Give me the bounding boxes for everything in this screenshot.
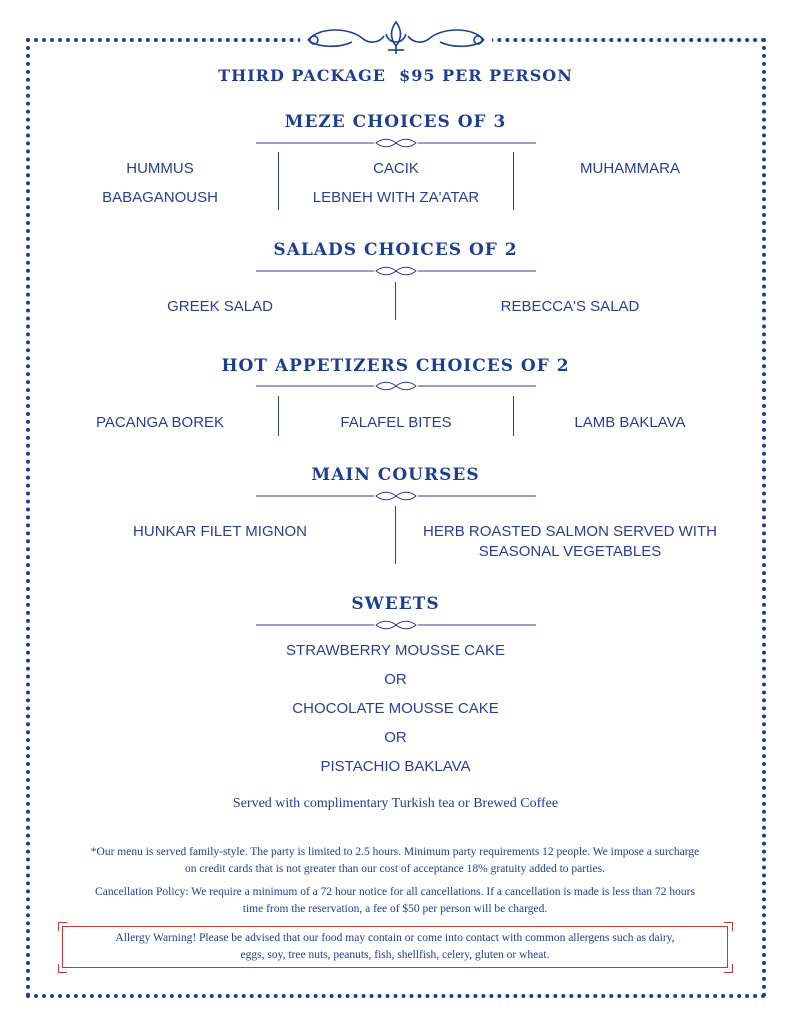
heading-divider <box>256 620 536 630</box>
hot-item-falafel-bites: FALAFEL BITES <box>340 414 452 431</box>
salads-heading: SALADS CHOICES OF 2 <box>273 240 518 260</box>
allergy-box-corner <box>724 922 733 931</box>
column-divider <box>395 282 396 320</box>
hot-appetizers-heading: HOT APPETIZERS CHOICES OF 2 <box>221 356 570 376</box>
allergy-box-corner <box>58 922 67 931</box>
sweet-or: OR <box>384 729 407 746</box>
column-divider <box>395 506 396 564</box>
main-item-salmon-line2: SEASONAL VEGETABLES <box>478 543 662 560</box>
package-title: THIRD PACKAGE $95 PER PERSON <box>218 66 573 85</box>
meze-item-babaganoush: BABAGANOUSH <box>102 189 218 206</box>
meze-item-muhammara: MUHAMMARA <box>580 160 680 177</box>
heading-divider <box>256 138 536 148</box>
allergy-warning-box <box>62 926 728 968</box>
allergy-warning-line2: eggs, soy, tree nuts, peanuts, fish, shellfish, celery, gluten or wheat. <box>240 949 550 961</box>
sweet-item-pistachio-baklava: PISTACHIO BAKLAVA <box>320 758 471 775</box>
allergy-warning-line1: Allergy Warning! Please be advised that our food may contain or come into contact with common allergens such as dairy, <box>115 932 675 944</box>
meze-item-cacik: CACIK <box>373 160 419 177</box>
sweet-item-chocolate: CHOCOLATE MOUSSE CAKE <box>292 700 499 717</box>
family-style-note-line1: *Our menu is served family-style. The party is limited to 2.5 hours. Minimum party requirements 12 people. We impose a surcharge <box>90 846 700 858</box>
cancellation-policy-line1: Cancellation Policy: We require a minimum of a 72 hour notice for all cancellations. If a cancellation is made is less than 72 hours <box>95 886 695 898</box>
sweet-item-strawberry: STRAWBERRY MOUSSE CAKE <box>286 642 505 659</box>
served-with-note: Served with complimentary Turkish tea or Brewed Coffee <box>232 796 559 811</box>
salad-item-greek: GREEK SALAD <box>167 298 273 315</box>
hot-item-lamb-baklava: LAMB BAKLAVA <box>574 414 686 431</box>
allergy-box-corner <box>58 964 67 973</box>
hot-item-pacanga-borek: PACANGA BOREK <box>95 414 225 431</box>
meze-heading: MEZE CHOICES OF 3 <box>284 112 507 132</box>
main-item-salmon-line1: HERB ROASTED SALMON SERVED WITH <box>423 523 717 540</box>
column-divider <box>513 152 514 210</box>
main-item-hunkar-filet-mignon: HUNKAR FILET MIGNON <box>133 523 307 540</box>
sweet-or: OR <box>384 671 407 688</box>
heading-divider <box>256 491 536 501</box>
allergy-box-corner <box>724 964 733 973</box>
family-style-note-line2: on credit cards that is not greater than our cost of acceptance 18% gratuity added to parties. <box>185 863 605 875</box>
meze-item-lebneh: LEBNEH WITH ZA'ATAR <box>312 189 480 206</box>
column-divider <box>513 396 514 436</box>
column-divider <box>278 396 279 436</box>
heading-divider <box>256 266 536 276</box>
salad-item-rebeccas: REBECCA'S SALAD <box>500 298 640 315</box>
column-divider <box>278 152 279 210</box>
flourish-ornament-icon <box>300 18 492 58</box>
main-courses-heading: MAIN COURSES <box>311 465 480 485</box>
sweets-heading: SWEETS <box>351 594 440 614</box>
meze-item-hummus: HUMMUS <box>126 160 194 177</box>
heading-divider <box>256 381 536 391</box>
cancellation-policy-line2: time from the reservation, a fee of $50 per person will be charged. <box>242 903 548 915</box>
